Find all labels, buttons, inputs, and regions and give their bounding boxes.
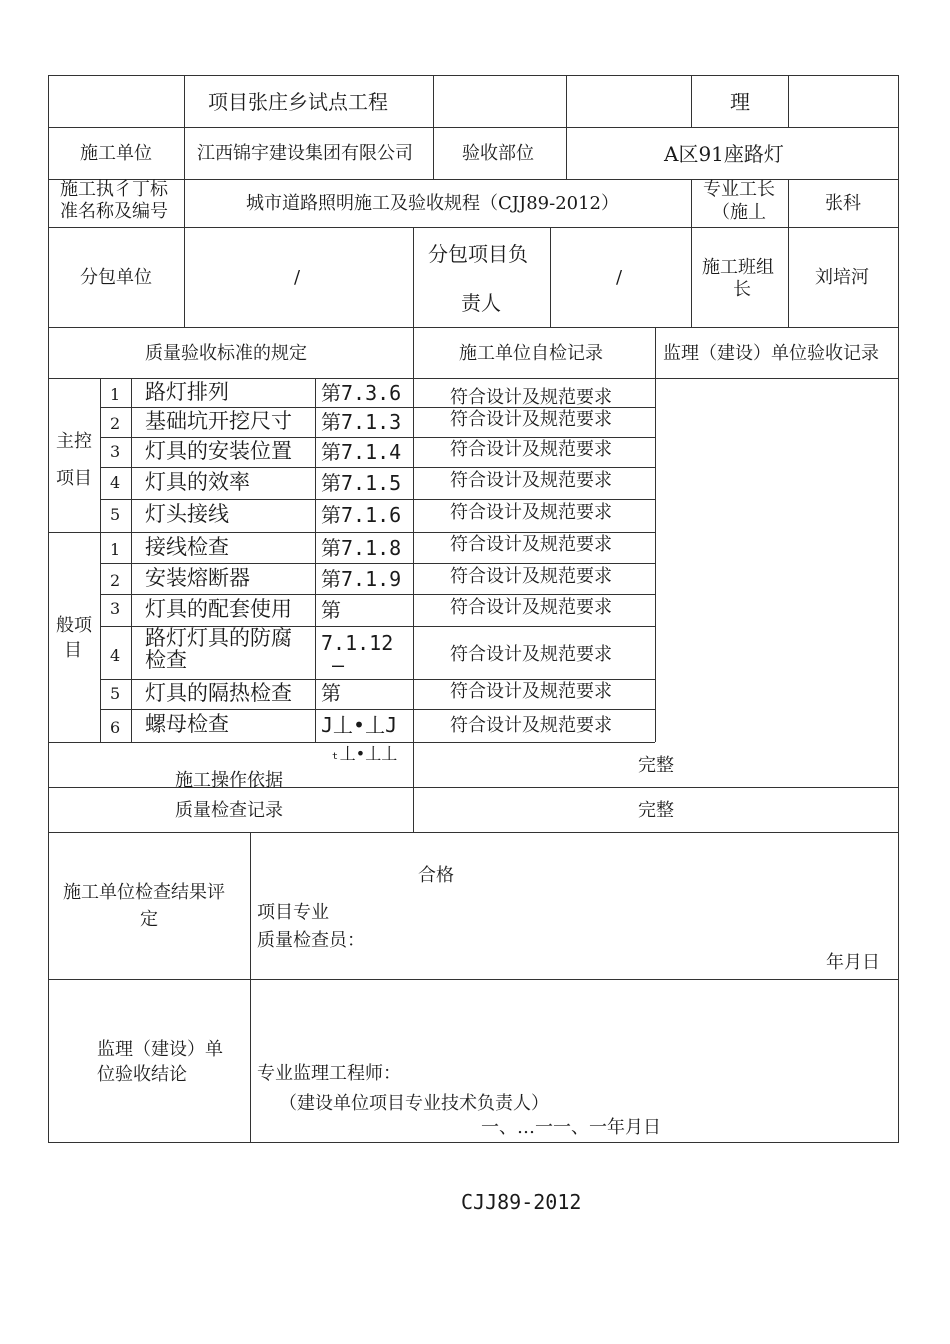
item-clause: 第7.3.6: [321, 381, 402, 405]
col-line: [131, 378, 132, 742]
unit-result-inspector-line2: 质量检查员：: [257, 930, 365, 951]
col-line: [691, 75, 692, 127]
row-line: [48, 979, 899, 980]
acceptance-part-value: A区91座路灯: [664, 142, 784, 166]
unit-result-label-line1: 施工单位检查结果评: [63, 882, 225, 903]
item-result: 符合设计及规范要求: [450, 597, 612, 618]
col-line: [788, 179, 789, 327]
general-group-label-line1: 般项: [56, 615, 92, 636]
item-clause-line1: 7.1.12: [321, 631, 394, 655]
item-name: 灯头接线: [145, 502, 229, 526]
item-line: [100, 594, 655, 595]
item-result: 符合设计及规范要求: [450, 644, 612, 665]
item-result: 符合设计及规范要求: [450, 534, 612, 555]
item-line: [100, 499, 655, 500]
standard-label-line2: 准名称及编号: [60, 201, 168, 222]
col-header-self-check: 施工单位自检记录: [459, 343, 603, 364]
unit-result-inspector-line1: 项目专业: [257, 902, 329, 923]
subcontract-lead-value: /: [616, 267, 623, 288]
acceptance-part-label: 验收部位: [462, 143, 534, 164]
item-line: [100, 679, 655, 680]
item-number: 5: [110, 684, 121, 703]
col-line: [250, 832, 251, 1142]
unit-result-date: 年月日: [826, 952, 880, 973]
supervision-result-label-line2: 位验收结论: [97, 1064, 187, 1085]
item-number: 1: [110, 540, 121, 559]
supervisor-char: 理: [730, 90, 750, 114]
item-clause: J丄•丄J: [321, 713, 398, 737]
item-line: [100, 563, 655, 564]
item-name-line1: 路灯灯具的防腐: [145, 626, 292, 650]
subcontract-unit-label: 分包单位: [80, 267, 152, 288]
operation-clause-fragment: ₜ丄•丄丄: [330, 744, 398, 763]
item-name: 灯具的隔热检查: [145, 681, 292, 705]
item-line: [100, 709, 655, 710]
item-clause: 第: [321, 598, 341, 622]
foreman-label-line2: （施丄: [712, 202, 766, 223]
item-result: 符合设计及规范要求: [450, 439, 612, 460]
item-clause-line2: —: [332, 653, 345, 677]
row-line: [48, 227, 899, 228]
item-result: 符合设计及规范要求: [450, 387, 612, 408]
supervision-engineer: 专业监理工程师：: [257, 1063, 401, 1084]
item-clause: 第7.1.4: [321, 440, 402, 464]
foreman-label-line1: 专业工长: [703, 179, 775, 200]
row-line: [48, 832, 899, 833]
col-line: [788, 75, 789, 127]
item-line: [100, 437, 655, 438]
supervision-owner-rep: （建设单位项目专业技术负责人）: [279, 1093, 549, 1114]
standard-value: 城市道路照明施工及验收规程（CJJ89-2012）: [246, 193, 619, 214]
quality-record-label: 质量检查记录: [175, 800, 283, 821]
item-result: 符合设计及规范要求: [450, 715, 612, 736]
item-number: 2: [110, 414, 121, 433]
item-name: 螺母检查: [145, 712, 229, 736]
col-line: [566, 75, 567, 179]
subcontract-unit-value: /: [294, 267, 301, 288]
item-result: 符合设计及规范要求: [450, 470, 612, 491]
item-number: 1: [110, 385, 121, 404]
item-result: 符合设计及规范要求: [450, 566, 612, 587]
team-leader-value: 刘培河: [815, 267, 869, 288]
construction-unit-value: 江西锦宇建设集团有限公司: [197, 143, 413, 164]
quality-record-value: 完整: [638, 800, 674, 821]
construction-unit-label: 施工单位: [80, 143, 152, 164]
main-group-label-line1: 主控: [56, 431, 92, 452]
group-line: [48, 532, 655, 533]
item-name: 路灯排列: [145, 380, 229, 404]
item-result: 符合设计及规范要求: [450, 502, 612, 523]
item-number: 3: [110, 442, 121, 461]
col-line: [433, 75, 434, 179]
general-group-label-line2: 目: [64, 640, 82, 661]
item-number: 3: [110, 599, 121, 618]
supervision-result-label-line1: 监理（建设）单: [97, 1039, 223, 1060]
foreman-value: 张科: [825, 193, 861, 214]
item-name: 安装熔断器: [145, 566, 250, 590]
item-result: 符合设计及规范要求: [450, 681, 612, 702]
row-line: [48, 127, 899, 128]
item-clause: 第7.1.8: [321, 536, 402, 560]
col-line: [100, 378, 101, 742]
col-header-standard: 质量验收标准的规定: [145, 343, 307, 364]
border-right: [898, 75, 899, 1143]
border-left: [48, 75, 49, 1143]
item-number: 5: [110, 505, 121, 524]
operation-basis-label: 施工操作依据: [175, 770, 283, 791]
item-name: 接线检查: [145, 535, 229, 559]
item-clause: 第7.1.5: [321, 471, 402, 495]
item-name: 灯具的安装位置: [145, 439, 292, 463]
row-line: [48, 378, 899, 379]
operation-basis-value: 完整: [638, 755, 674, 776]
item-number: 4: [110, 646, 121, 665]
col-header-supervision: 监理（建设）单位验收记录: [663, 343, 879, 364]
border-bottom: [48, 1142, 899, 1143]
item-line: [100, 467, 655, 468]
subcontract-lead-line2: 责人: [461, 291, 501, 315]
standard-label-line1: 施工执彳丁标: [60, 179, 168, 200]
item-name: 基础坑开挖尺寸: [145, 409, 292, 433]
item-name: 灯具的效率: [145, 470, 250, 494]
item-number: 6: [110, 718, 121, 737]
item-number: 4: [110, 473, 121, 492]
item-clause: 第7.1.6: [321, 503, 402, 527]
col-line: [184, 75, 185, 327]
footer-code: CJJ89-2012: [461, 1190, 582, 1214]
main-group-label-line2: 项目: [56, 468, 92, 489]
col-line: [550, 227, 551, 327]
team-leader-line1: 施工班组: [702, 257, 774, 278]
col-line: [315, 378, 316, 742]
item-number: 2: [110, 571, 121, 590]
col-line: [655, 327, 656, 742]
unit-result-label-line2: 定: [140, 909, 158, 930]
item-clause: 第: [321, 681, 341, 705]
item-result: 符合设计及规范要求: [450, 409, 612, 430]
col-line: [413, 327, 414, 832]
border-top: [48, 75, 899, 76]
item-name: 灯具的配套使用: [145, 597, 292, 621]
supervision-date-line: 一、…一一、一年月日: [481, 1117, 661, 1138]
item-clause: 第7.1.3: [321, 410, 402, 434]
col-line: [691, 179, 692, 327]
project-name: 项目张庄乡试点工程: [208, 90, 388, 114]
unit-result-verdict: 合格: [418, 865, 454, 886]
subcontract-lead-line1: 分包项目负: [428, 242, 528, 266]
item-name-line2: 检查: [145, 648, 187, 672]
row-line: [48, 327, 899, 328]
team-leader-line2: 长: [733, 279, 751, 300]
col-line: [413, 227, 414, 327]
row-line: [48, 742, 655, 743]
item-clause: 第7.1.9: [321, 567, 402, 591]
